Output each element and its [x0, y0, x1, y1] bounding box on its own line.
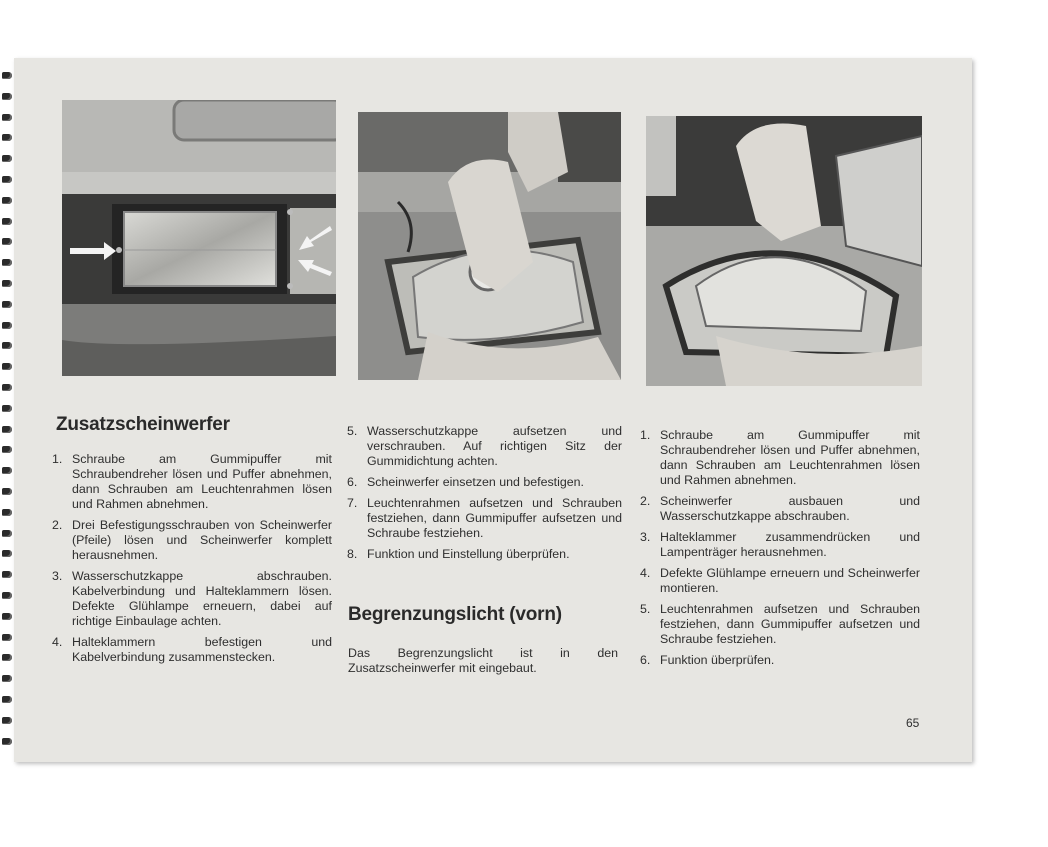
- binding-ring: [2, 675, 12, 682]
- binding-ring: [2, 592, 12, 599]
- list-item: 2. Drei Befestigungsschrauben von Scheinwerfer (Pfeile) lösen und Scheinwerfer komplett herausnehmen.: [52, 518, 332, 562]
- binding-ring: [2, 738, 12, 745]
- list-item: 7. Leuchtenrahmen aufsetzen und Schrauben festziehen, dann Gummipuffer aufsetzen und Schraube festziehen.: [347, 496, 622, 540]
- list-item: 6. Scheinwerfer einsetzen und befestigen.: [347, 475, 584, 489]
- list-item: 1. Schraube am Gummipuffer mit Schraubendreher lösen und Puffer abnehmen, dann Schrauben am Leuchtenrahmen lösen und Rahmen abnehmen.: [640, 428, 920, 487]
- list-item: 4. Defekte Glühlampe erneuern und Scheinwerfer montieren.: [640, 566, 920, 595]
- page-number: 65: [906, 716, 920, 730]
- binding-ring: [2, 467, 12, 474]
- binding-ring: [2, 197, 12, 204]
- headlamp-hands-photo: [358, 112, 621, 380]
- binding-ring: [2, 634, 12, 641]
- binding-ring: [2, 717, 12, 724]
- binding-ring: [2, 322, 12, 329]
- binding-ring: [2, 613, 12, 620]
- binding-ring: [2, 93, 12, 100]
- binding-ring: [2, 405, 12, 412]
- list-item: 5. Leuchtenrahmen aufsetzen und Schrauben festziehen, dann Gummipuffer aufsetzen und Schraube festziehen.: [640, 602, 920, 646]
- steps-list-zusatzscheinwerfer-continued: [347, 424, 622, 568]
- binding-ring: [2, 176, 12, 183]
- binding-ring: [2, 72, 12, 79]
- steps-list-column-3: [640, 428, 920, 674]
- binding-ring: [2, 114, 12, 121]
- binding-ring: [2, 654, 12, 661]
- list-item: 3. Halteklammer zusammendrücken und Lampenträger herausnehmen.: [640, 530, 920, 559]
- binding-ring: [2, 363, 12, 370]
- binding-ring: [2, 280, 12, 287]
- binding-ring: [2, 155, 12, 162]
- binding-ring: [2, 238, 12, 245]
- begrenzungslicht-text: Das Begrenzungslicht ist in den Zusatzscheinwerfer mit eingebaut.: [348, 646, 618, 675]
- binding-ring: [2, 530, 12, 537]
- list-item: 3. Wasserschutzkappe abschrauben. Kabelverbindung und Halteklammern lösen. Defekte Glühlampe erneuern, dabei auf richtige Einbaulage achten.: [52, 569, 332, 628]
- binding-ring: [2, 488, 12, 495]
- binding-ring: [2, 301, 12, 308]
- binding-ring: [2, 446, 12, 453]
- section-title-zusatzscheinwerfer: Zusatzscheinwerfer: [56, 414, 230, 435]
- binding-ring: [2, 426, 12, 433]
- binding-ring: [2, 218, 12, 225]
- list-item: 8. Funktion und Einstellung überprüfen.: [347, 547, 570, 561]
- binding-ring: [2, 342, 12, 349]
- binding-ring: [2, 550, 12, 557]
- binding-ring: [2, 134, 12, 141]
- fog-lamp-photo: [62, 100, 336, 376]
- binding-ring: [2, 384, 12, 391]
- manual-page: [14, 58, 972, 762]
- binding-ring: [2, 696, 12, 703]
- section-title-begrenzungslicht: Begrenzungslicht (vorn): [348, 604, 562, 625]
- steps-list-zusatzscheinwerfer: [52, 452, 332, 671]
- list-item: 1. Schraube am Gummipuffer mit Schraubendreher lösen und Puffer abnehmen, dann Schrauben am Leuchtenrahmen lösen und Rahmen abnehmen.: [52, 452, 332, 511]
- list-item: 4. Halteklammern befestigen und Kabelverbindung zusammenstecken.: [52, 635, 332, 664]
- list-item: 2. Scheinwerfer ausbauen und Wasserschutzkappe abschrauben.: [640, 494, 920, 523]
- lamp-holder-photo: [646, 116, 922, 386]
- list-item: 5. Wasserschutzkappe aufsetzen und verschrauben. Auf richtigen Sitz der Gummidichtung achten.: [347, 424, 622, 468]
- binding-ring: [2, 509, 12, 516]
- list-item: 6. Funktion überprüfen.: [640, 653, 775, 667]
- binding-ring: [2, 259, 12, 266]
- binding-ring: [2, 571, 12, 578]
